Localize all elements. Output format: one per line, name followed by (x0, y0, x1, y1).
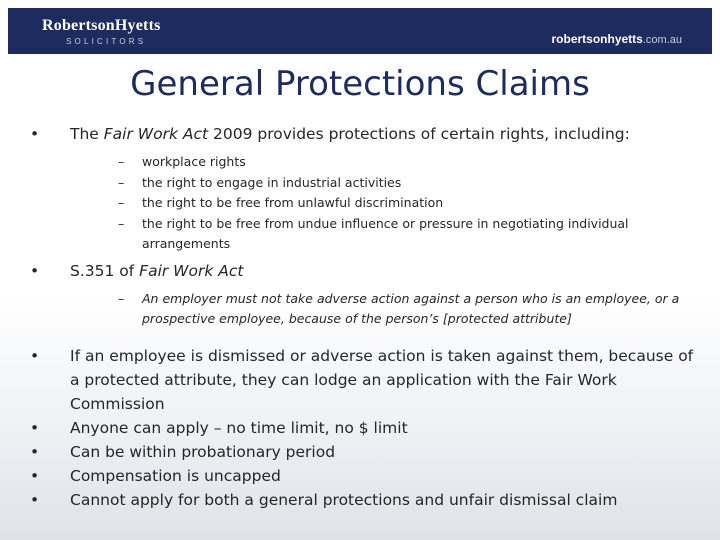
sub-item-text: the right to be free from unlawful discrimination (142, 195, 444, 210)
bullet-text: Compensation is uncapped (70, 466, 281, 485)
bullet-icon: • (30, 261, 40, 280)
bullet-text: Can be within probationary period (70, 442, 336, 461)
sub-item (118, 193, 704, 214)
bullet-icon: • (30, 418, 40, 437)
act-name: Fair Work Act (103, 125, 209, 143)
sub-item (118, 152, 704, 173)
text-segment: 2009 provides protections of certain rights, including: (208, 125, 630, 143)
logo-tagline: SOLICITORS (66, 37, 147, 46)
site-name: robertsonhyetts (551, 32, 643, 46)
bullet-probationary-period (28, 440, 704, 464)
slide-title: General Protections Claims (130, 64, 590, 104)
bullet-icon: • (30, 442, 40, 461)
text-segment: S.351 of (70, 261, 140, 280)
rights-sublist (118, 152, 704, 255)
sub-item (118, 289, 704, 330)
bullet-text: If an employee is dismissed or adverse action is taken against them, because of a protected attribute, they can lodge an application with the Fair Work Commission (70, 346, 694, 413)
bullet-s351 (28, 259, 704, 330)
site-url (552, 32, 683, 47)
s351-sublist (118, 289, 704, 330)
bullet-text: Anyone can apply – no time limit, no $ limit (70, 418, 408, 437)
dash-icon: – (118, 195, 125, 210)
text-segment: The (70, 125, 104, 143)
logo (42, 18, 161, 46)
slide-content (28, 122, 704, 512)
bullet-list (28, 122, 704, 512)
bullet-compensation (28, 464, 704, 488)
bullet-text (70, 262, 243, 280)
dash-icon: – (118, 174, 125, 190)
sub-item (118, 173, 704, 194)
bullet-icon: • (30, 346, 40, 365)
bullet-text (70, 125, 630, 143)
bullet-icon: • (30, 490, 40, 509)
act-name: Fair Work Act (139, 261, 244, 280)
logo-wordmark: RobertsonHyetts (42, 17, 161, 34)
sub-item (118, 214, 704, 255)
bullet-anyone-can-apply (28, 416, 704, 440)
bullet-text: Cannot apply for both a general protections and unfair dismissal claim (70, 490, 618, 509)
sub-item-text: the right to engage in industrial activities (142, 174, 402, 190)
sub-item-text: the right to be free from undue influence or pressure in negotiating individual arrangements (142, 215, 629, 251)
bullet-fair-work-act (28, 122, 704, 255)
sub-item-text: workplace rights (142, 154, 246, 169)
bullet-cannot-apply-both (28, 488, 704, 512)
dash-icon: – (118, 154, 125, 169)
bullet-icon: • (30, 125, 40, 143)
site-domain: .com.au (642, 34, 682, 46)
sub-item-text: An employer must not take adverse action against a person who is an employee, or a prospective employee, because of the person’s [protected attribute] (142, 290, 680, 326)
header-banner (8, 8, 712, 54)
dash-icon: – (118, 290, 125, 306)
dash-icon: – (118, 215, 125, 231)
bullet-lodge-application (28, 344, 704, 416)
bullet-icon: • (30, 466, 40, 485)
